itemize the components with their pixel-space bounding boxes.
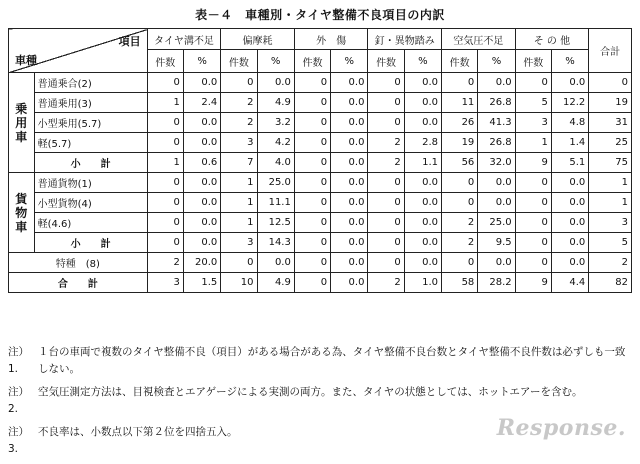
count-cell: 10 [221, 273, 257, 293]
pct-cell: 0.0 [404, 213, 441, 233]
pct-cell: 0.0 [331, 253, 368, 273]
header-category: 偏摩耗 [221, 29, 295, 50]
pct-cell: 0.0 [331, 213, 368, 233]
pct-cell: 28.2 [478, 273, 515, 293]
pct-cell: 14.3 [257, 233, 294, 253]
total-cell: 2 [589, 253, 632, 273]
pct-cell: 12.5 [257, 213, 294, 233]
row-label: 軽(5.7) [34, 133, 147, 153]
group-label [9, 173, 35, 253]
count-cell: 0 [368, 233, 404, 253]
count-cell: 2 [368, 273, 404, 293]
count-cell: 0 [515, 73, 551, 93]
pct-cell: 0.0 [257, 73, 294, 93]
header-count-label: 件数 [294, 50, 330, 73]
count-cell: 0 [442, 173, 478, 193]
table-row [9, 73, 632, 93]
table-row [9, 173, 632, 193]
subtotal-row [9, 153, 632, 173]
header-category: 空気圧不足 [442, 29, 516, 50]
count-cell: 0 [147, 73, 183, 93]
group-label-text: 乗用車 [15, 101, 28, 144]
count-cell: 0 [368, 113, 404, 133]
footnote [8, 344, 632, 378]
count-cell: 0 [294, 193, 330, 213]
header-row-categories [9, 29, 632, 50]
pct-cell: 0.0 [551, 173, 588, 193]
footnote-label: 注）2. [8, 386, 29, 415]
header-category: 外 傷 [294, 29, 368, 50]
header-count-label: 件数 [368, 50, 404, 73]
table-row [9, 113, 632, 133]
count-cell: 0 [294, 253, 330, 273]
count-cell: 1 [221, 173, 257, 193]
header-category: 釘・異物踏み [368, 29, 442, 50]
count-cell: 0 [368, 253, 404, 273]
pct-cell: 0.0 [478, 253, 515, 273]
count-cell: 56 [442, 153, 478, 173]
pct-cell: 25.0 [478, 213, 515, 233]
header-count-label: 件数 [221, 50, 257, 73]
table-row [9, 93, 632, 113]
count-cell: 0 [147, 213, 183, 233]
footnote-label: 注）3. [8, 426, 29, 455]
total-cell: 25 [589, 133, 632, 153]
pct-cell: 0.0 [331, 73, 368, 93]
row-label: 小 計 [34, 153, 147, 173]
total-cell: 3 [589, 213, 632, 233]
header-count-label: 件数 [515, 50, 551, 73]
response-logo: Response. [496, 415, 626, 441]
pct-cell: 0.0 [478, 73, 515, 93]
pct-cell: 0.0 [404, 173, 441, 193]
pct-cell: 0.0 [331, 173, 368, 193]
pct-cell: 32.0 [478, 153, 515, 173]
count-cell: 2 [442, 233, 478, 253]
pct-cell: 2.4 [183, 93, 220, 113]
count-cell: 0 [147, 133, 183, 153]
pct-cell: 0.0 [551, 193, 588, 213]
pct-cell: 0.0 [404, 93, 441, 113]
footnote-text: １台の車両で複数のタイヤ整備不良（項目）がある場合がある為、タイヤ整備不良台数とタイヤ整備不良件数は必ずしも一致しない。 [38, 346, 626, 375]
count-cell: 11 [442, 93, 478, 113]
table-row [9, 213, 632, 233]
count-cell: 0 [294, 233, 330, 253]
table-title: 表－４ 車種別・タイヤ整備不良項目の内訳 [195, 8, 445, 22]
total-cell: 31 [589, 113, 632, 133]
pct-cell: 0.0 [183, 193, 220, 213]
pct-cell: 0.0 [551, 253, 588, 273]
pct-cell: 0.0 [551, 233, 588, 253]
pct-cell: 0.0 [404, 253, 441, 273]
pct-cell: 1.5 [183, 273, 220, 293]
count-cell: 0 [368, 73, 404, 93]
count-cell: 0 [294, 133, 330, 153]
pct-cell: 0.0 [331, 273, 368, 293]
pct-cell: 41.3 [478, 113, 515, 133]
pct-cell: 4.9 [257, 273, 294, 293]
row-label: 普通乗用(3) [34, 93, 147, 113]
pct-cell: 4.9 [257, 93, 294, 113]
count-cell: 2 [368, 133, 404, 153]
count-cell: 2 [442, 213, 478, 233]
pct-cell: 0.0 [404, 113, 441, 133]
total-cell: 1 [589, 173, 632, 193]
pct-cell: 0.0 [183, 73, 220, 93]
footnote [8, 384, 632, 418]
header-pct-label: % [257, 50, 294, 73]
count-cell: 19 [442, 133, 478, 153]
pct-cell: 0.0 [183, 213, 220, 233]
count-cell: 0 [294, 153, 330, 173]
pct-cell: 4.8 [551, 113, 588, 133]
count-cell: 0 [368, 193, 404, 213]
header-pct-label: % [551, 50, 588, 73]
header-diagonal-cell [9, 29, 148, 73]
count-cell: 3 [221, 133, 257, 153]
pct-cell: 4.2 [257, 133, 294, 153]
count-cell: 1 [147, 153, 183, 173]
defect-breakdown-table [8, 28, 632, 293]
pct-cell: 0.0 [551, 213, 588, 233]
header-pct-label: % [478, 50, 515, 73]
header-count-label: 件数 [147, 50, 183, 73]
header-category: タイヤ溝不足 [147, 29, 221, 50]
pct-cell: 0.0 [404, 233, 441, 253]
pct-cell: 4.4 [551, 273, 588, 293]
pct-cell: 26.8 [478, 133, 515, 153]
count-cell: 0 [515, 173, 551, 193]
count-cell: 1 [221, 213, 257, 233]
total-cell: 0 [589, 73, 632, 93]
count-cell: 5 [515, 93, 551, 113]
pct-cell: 12.2 [551, 93, 588, 113]
count-cell: 0 [442, 253, 478, 273]
count-cell: 0 [294, 73, 330, 93]
count-cell: 1 [221, 193, 257, 213]
count-cell: 0 [294, 213, 330, 233]
header-pct-label: % [404, 50, 441, 73]
total-cell: 5 [589, 233, 632, 253]
table-row [9, 133, 632, 153]
count-cell: 1 [147, 93, 183, 113]
count-cell: 0 [294, 173, 330, 193]
count-cell: 0 [515, 253, 551, 273]
pct-cell: 2.8 [404, 133, 441, 153]
pct-cell: 0.0 [183, 133, 220, 153]
count-cell: 0 [368, 93, 404, 113]
count-cell: 0 [147, 173, 183, 193]
count-cell: 0 [442, 193, 478, 213]
count-cell: 26 [442, 113, 478, 133]
header-count-label: 件数 [442, 50, 478, 73]
count-cell: 0 [147, 233, 183, 253]
count-cell: 1 [515, 133, 551, 153]
header-pct-label: % [331, 50, 368, 73]
count-cell: 2 [368, 153, 404, 173]
row-label: 小型乗用(5.7) [34, 113, 147, 133]
pct-cell: 0.0 [404, 73, 441, 93]
pct-cell: 26.8 [478, 93, 515, 113]
pct-cell: 9.5 [478, 233, 515, 253]
row-label: 普通貨物(1) [34, 173, 147, 193]
row-label: 合 計 [9, 273, 148, 293]
pct-cell: 0.0 [404, 193, 441, 213]
pct-cell: 25.0 [257, 173, 294, 193]
header-category: そ の 他 [515, 29, 589, 50]
pct-cell: 0.0 [331, 93, 368, 113]
pct-cell: 0.0 [331, 233, 368, 253]
count-cell: 2 [221, 113, 257, 133]
pct-cell: 1.1 [404, 153, 441, 173]
footnote-text: 空気圧測定方法は、目視検査とエアゲージによる実測の両方。また、タイヤの状態としては、ホットエアーを含む。 [38, 386, 583, 398]
row-label: 小型貨物(4) [34, 193, 147, 213]
table-row [9, 193, 632, 213]
footnote-text: 不良率は、小数点以下第２位を四捨五入。 [38, 426, 238, 438]
count-cell: 0 [515, 233, 551, 253]
pct-cell: 20.0 [183, 253, 220, 273]
count-cell: 3 [515, 113, 551, 133]
pct-cell: 0.6 [183, 153, 220, 173]
subtotal-row [9, 233, 632, 253]
pct-cell: 0.0 [183, 233, 220, 253]
header-total: 合計 [589, 29, 632, 73]
count-cell: 0 [221, 73, 257, 93]
count-cell: 0 [515, 193, 551, 213]
header-pct-label: % [183, 50, 220, 73]
row-label: 小 計 [34, 233, 147, 253]
pct-cell: 0.0 [331, 153, 368, 173]
group-label-text: 貨物車 [15, 191, 28, 234]
group-label [9, 73, 35, 173]
pct-cell: 4.0 [257, 153, 294, 173]
count-cell: 58 [442, 273, 478, 293]
count-cell: 2 [147, 253, 183, 273]
pct-cell: 0.0 [331, 133, 368, 153]
pct-cell: 0.0 [183, 113, 220, 133]
count-cell: 0 [147, 113, 183, 133]
pct-cell: 0.0 [183, 173, 220, 193]
row-label: 特種 (8) [9, 253, 148, 273]
row-label: 軽(4.6) [34, 213, 147, 233]
pct-cell: 0.0 [551, 73, 588, 93]
header-kind-label: 車種 [15, 54, 37, 67]
count-cell: 0 [294, 273, 330, 293]
count-cell: 0 [221, 253, 257, 273]
count-cell: 0 [368, 213, 404, 233]
pct-cell: 0.0 [331, 193, 368, 213]
pct-cell: 0.0 [478, 173, 515, 193]
total-cell: 1 [589, 193, 632, 213]
footnotes [8, 344, 632, 464]
pct-cell: 1.4 [551, 133, 588, 153]
grand-total-row [9, 273, 632, 293]
count-cell: 0 [294, 113, 330, 133]
pct-cell: 5.1 [551, 153, 588, 173]
header-item-label: 項目 [118, 35, 141, 48]
special-row [9, 253, 632, 273]
footnote-label: 注）1. [8, 346, 29, 375]
count-cell: 0 [294, 93, 330, 113]
total-cell: 19 [589, 93, 632, 113]
total-cell: 82 [589, 273, 632, 293]
pct-cell: 11.1 [257, 193, 294, 213]
count-cell: 9 [515, 153, 551, 173]
total-cell: 75 [589, 153, 632, 173]
count-cell: 7 [221, 153, 257, 173]
count-cell: 0 [442, 73, 478, 93]
count-cell: 3 [221, 233, 257, 253]
count-cell: 0 [147, 193, 183, 213]
pct-cell: 1.0 [404, 273, 441, 293]
count-cell: 0 [515, 213, 551, 233]
pct-cell: 0.0 [257, 253, 294, 273]
pct-cell: 0.0 [478, 193, 515, 213]
count-cell: 3 [147, 273, 183, 293]
count-cell: 9 [515, 273, 551, 293]
count-cell: 2 [221, 93, 257, 113]
pct-cell: 0.0 [331, 113, 368, 133]
count-cell: 0 [368, 173, 404, 193]
pct-cell: 3.2 [257, 113, 294, 133]
row-label: 普通乗合(2) [34, 73, 147, 93]
